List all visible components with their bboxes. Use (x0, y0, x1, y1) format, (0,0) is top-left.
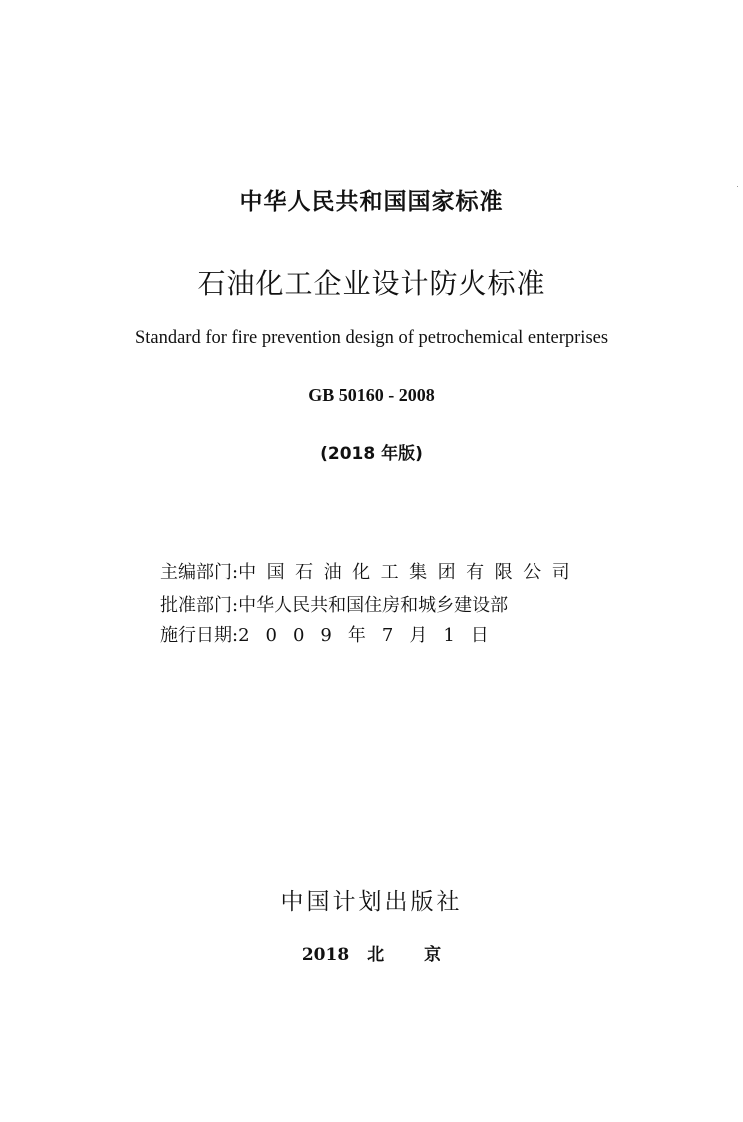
editor-label: 主编部门 (160, 562, 232, 583)
effective-date-separator: : (232, 625, 239, 646)
effective-date-row (160, 621, 505, 647)
effective-date-label: 施行日期 (160, 625, 232, 646)
publication-city-char-2: 京 (424, 945, 442, 965)
approver-separator: : (232, 595, 239, 616)
publication-city-char-1: 北 (367, 945, 385, 965)
editor-row (160, 558, 580, 584)
standard-series-title: 中华人民共和国国家标准 (239, 189, 504, 215)
scan-speck (737, 186, 738, 187)
editor-value: 中国石油化工集团有限公司 (238, 562, 581, 583)
approver-row (160, 591, 508, 617)
effective-date-value: 2009年7月1日 (238, 625, 505, 646)
publication-place (0, 940, 743, 965)
publication-year: 2018 (301, 945, 350, 965)
edition-label: (2018 年版) (320, 444, 423, 464)
publisher-name: 中国计划出版社 (280, 889, 463, 915)
document-title-en: Standard for fire prevention design of petrochemical enterprises (134, 328, 609, 348)
document-title-cn: 石油化工企业设计防火标准 (197, 267, 546, 300)
standard-code: GB 50160 - 2008 (308, 385, 435, 405)
approver-label: 批准部门 (160, 595, 232, 616)
editor-separator: : (232, 562, 239, 583)
approver-value: 中华人民共和国住房和城乡建设部 (238, 595, 509, 616)
